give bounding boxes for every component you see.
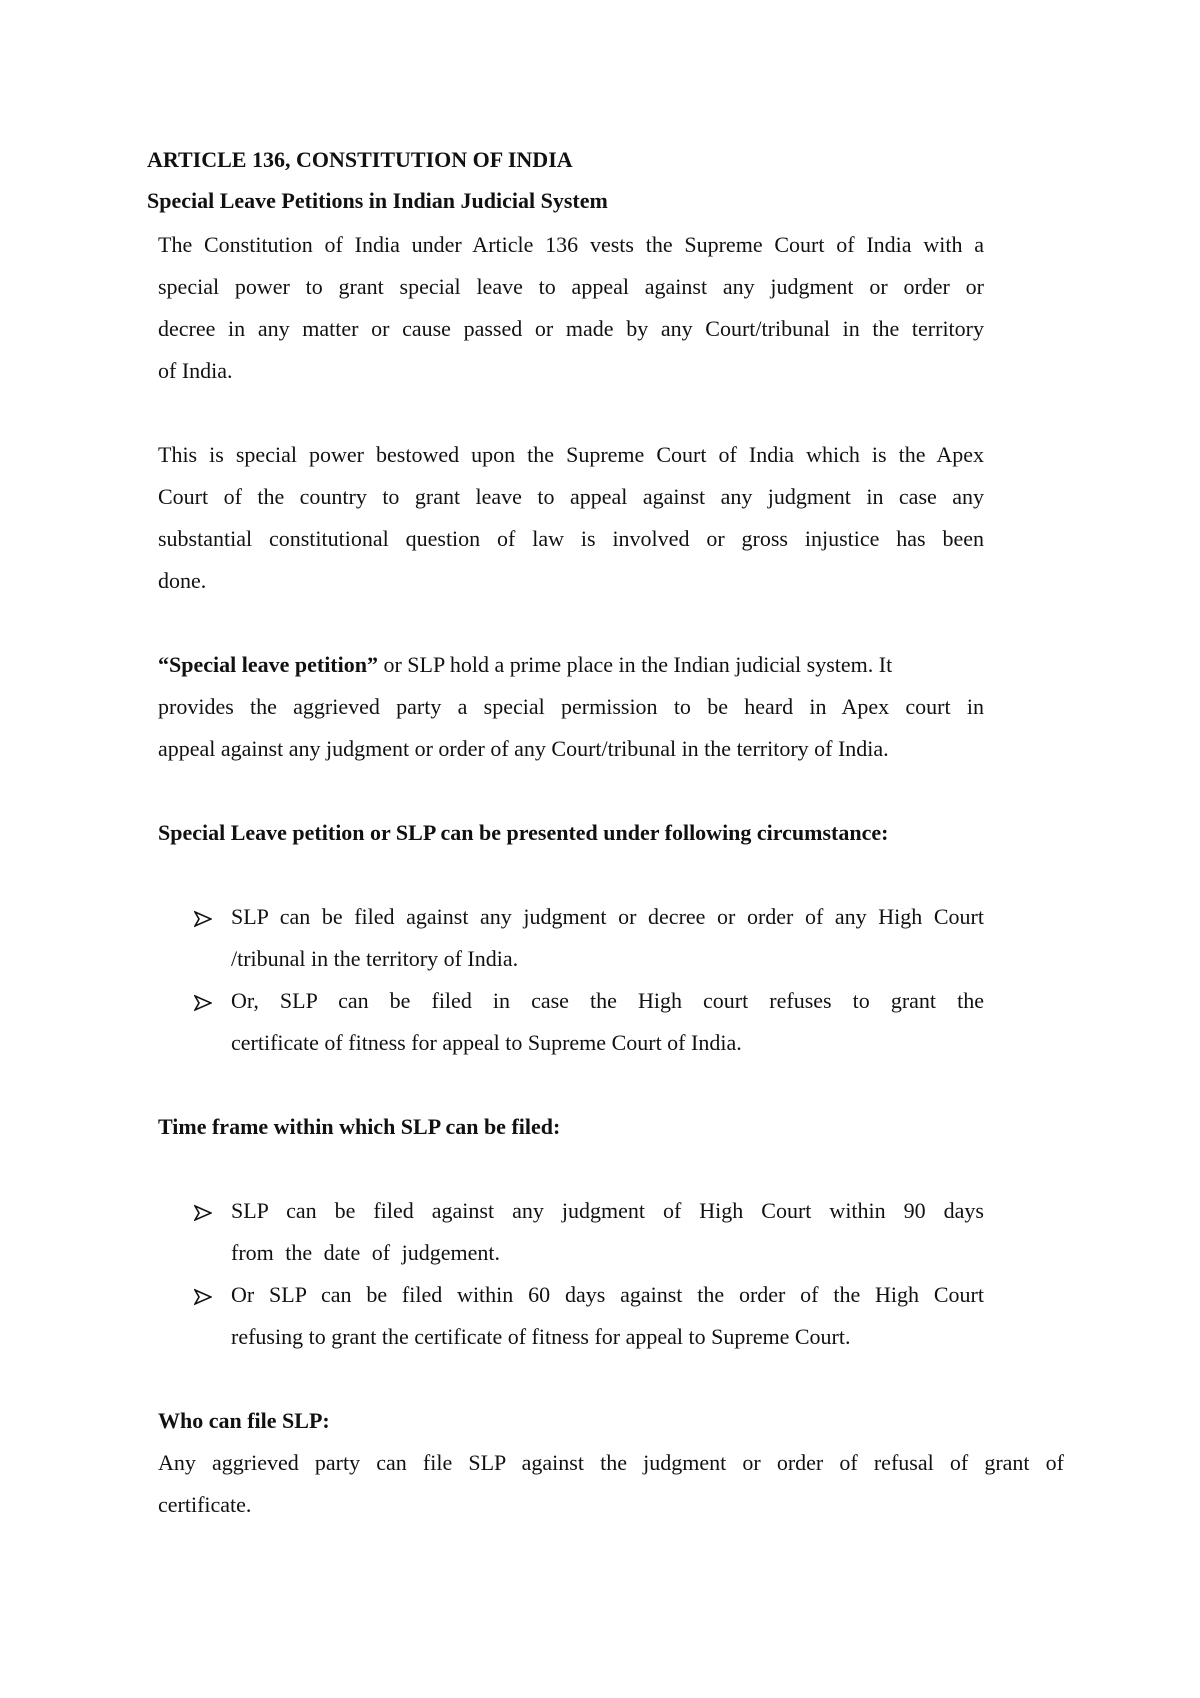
arrowhead-bullet-icon: [194, 1204, 212, 1222]
timeframe-item-line: Or SLP can be filed within 60 days against the order of the High Court: [231, 1282, 984, 1307]
heading-timeframe: Time frame within which SLP can be filed:: [158, 1114, 561, 1139]
circumstance-item-line: SLP can be filed against any judgment or decree or order of any High Court: [231, 904, 984, 929]
para1-line: of India.: [158, 358, 233, 383]
arrowhead-bullet-icon: [194, 994, 212, 1012]
para3-line-1: [158, 651, 984, 679]
para3-line: appeal against any judgment or order of any Court/tribunal in the territory of India.: [158, 736, 889, 761]
arrowhead-bullet-icon: [194, 910, 212, 928]
timeframe-item-line: from the date of judgement.: [231, 1240, 500, 1265]
document-title: ARTICLE 136, CONSTITUTION OF INDIA: [147, 147, 573, 172]
circumstance-item-line: Or, SLP can be filed in case the High court refuses to grant the: [231, 988, 984, 1013]
heading-circumstance: Special Leave petition or SLP can be presented under following circumstance:: [158, 820, 889, 845]
arrowhead-bullet-icon: [194, 1288, 212, 1306]
para3-line: provides the aggrieved party a special permission to be heard in Apex court in: [158, 694, 984, 719]
who-text-line: certificate.: [158, 1492, 252, 1517]
para1-line: special power to grant special leave to appeal against any judgment or order or: [158, 274, 984, 299]
circumstance-item-line: /tribunal in the territory of India.: [231, 946, 519, 971]
para2-line: Court of the country to grant leave to appeal against any judgment in case any: [158, 484, 984, 509]
who-text-line: Any aggrieved party can file SLP against the judgment or order of refusal of grant of: [158, 1450, 1064, 1475]
circumstance-item-line: certificate of fitness for appeal to Supreme Court of India.: [231, 1030, 742, 1055]
para3-line-1-rest: or SLP hold a prime place in the Indian judicial system. It: [377, 652, 893, 677]
timeframe-item-line: SLP can be filed against any judgment of High Court within 90 days: [231, 1198, 984, 1223]
para2-line: substantial constitutional question of law is involved or gross injustice has been: [158, 526, 984, 551]
timeframe-item-line: refusing to grant the certificate of fitness for appeal to Supreme Court.: [231, 1324, 851, 1349]
para2-line: done.: [158, 568, 207, 593]
document-subtitle: Special Leave Petitions in Indian Judicial System: [147, 188, 608, 213]
para1-line: decree in any matter or cause passed or made by any Court/tribunal in the territory: [158, 316, 984, 341]
slp-term: “Special leave petition”: [158, 652, 378, 677]
para1-line: The Constitution of India under Article 136 vests the Supreme Court of India with a: [158, 232, 984, 257]
heading-who-can-file: Who can file SLP:: [158, 1408, 330, 1433]
para2-line: This is special power bestowed upon the Supreme Court of India which is the Apex: [158, 442, 984, 467]
